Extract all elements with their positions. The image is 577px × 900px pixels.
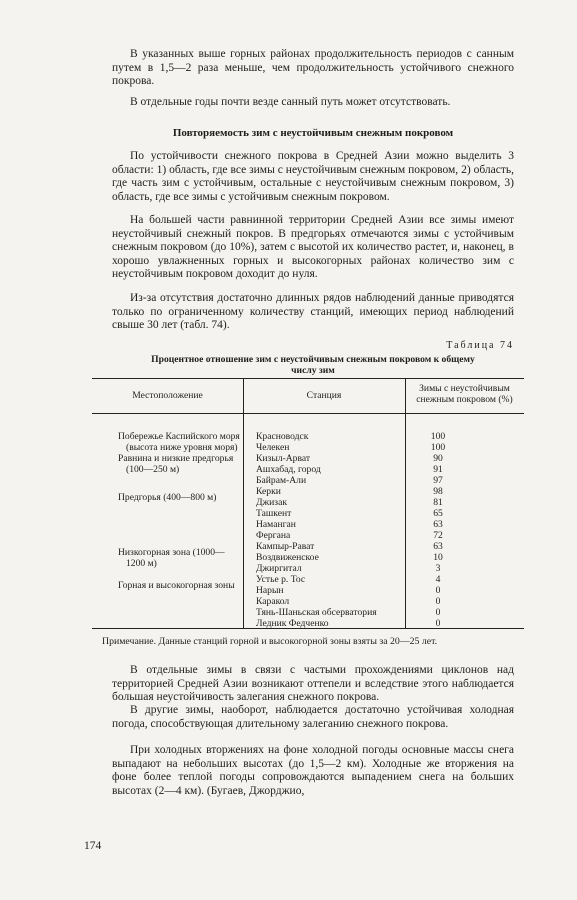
header-winters-line-2: снежным покровом (%)	[416, 394, 513, 405]
table-note: Примечание. Данные станций горной и высокогорной зоны взяты за 20—25 лет.	[102, 636, 438, 647]
paragraph-3: По устойчивости снежного покрова в Средней Азии можно выделить 3 области: 1) область, где все зимы с неустойчивым снежным покровом, 2) область, где часть зим с устойчивым, остальные с неустойчивым снежным покровом, 3) область, где все зимы с устойчивым снежным покровом.	[112, 150, 514, 203]
value-cell: 90	[433, 453, 443, 464]
station-cell: Нарын	[256, 585, 284, 596]
location-cell: (высота ниже уровня моря)	[126, 442, 238, 453]
value-cell: 0	[435, 585, 441, 596]
value-cell: 98	[433, 486, 443, 497]
value-cell: 3	[435, 563, 441, 574]
paragraph-8: При холодных вторжениях на фоне холодной погоды основные массы снега выпадают на небольших высотах (до 1,5—2 км). Холодные же вторжения на фоне более теплой погоды сопровождаются выпадением снега на больших высотах (2—4 км). (Бугаев, Джорджио,	[112, 744, 514, 797]
table-column-divider-2	[405, 378, 406, 628]
value-cell: 0	[435, 607, 441, 618]
station-cell: Фергана	[256, 530, 291, 541]
value-cell: 100	[430, 442, 446, 453]
value-cell: 65	[433, 508, 443, 519]
paragraph-2: В отдельные годы почти везде санный путь может отсутствовать.	[130, 96, 451, 108]
table-header-rule	[92, 413, 524, 414]
station-cell: Каракол	[256, 596, 290, 607]
station-cell: Ашхабад, город	[256, 464, 321, 475]
station-cell: Ледник Федченко	[256, 618, 329, 629]
table-caption	[112, 354, 514, 376]
paragraph-4: На большей части равнинной территории Средней Азии все зимы имеют неустойчивый снежный покров. В предгорьях отмечаются зимы с устойчивым снежным покровом (до 10%), затем с высотой их количество растет, и, наконец, в хорошо увлажненных горных и высокогорных районах количество зим с неустойчивым покровом доходит до нуля.	[112, 214, 514, 281]
paragraph-6: В отдельные зимы в связи с частыми прохождениями циклонов над территорией Средней Азии возникают оттепели и вследствие этого наблюдается большая неустойчивость залегания снежного покрова.	[112, 664, 514, 704]
station-cell: Устье р. Тос	[256, 574, 306, 585]
station-cell: Джиргитал	[256, 563, 302, 574]
station-cell: Воздвиженское	[256, 552, 319, 563]
table-label: Таблица 74	[446, 340, 514, 351]
value-cell: 63	[433, 541, 443, 552]
value-cell: 81	[433, 497, 443, 508]
table-caption-line-2: числу зим	[291, 365, 335, 376]
station-cell: Наманган	[256, 519, 296, 530]
location-cell: Побережье Каспийского моря	[118, 431, 240, 442]
station-cell: Челекен	[256, 442, 290, 453]
header-location: Местоположение	[132, 390, 203, 401]
value-cell: 100	[430, 431, 446, 442]
value-cell: 0	[435, 618, 441, 629]
value-cell: 72	[433, 530, 443, 541]
paragraph-1: В указанных выше горных районах продолжительность периодов с санным путем в 1,5—2 раза меньше, чем продолжительность устойчивого снежного покрова.	[112, 48, 514, 88]
station-cell: Красноводск	[256, 431, 309, 442]
paragraph-5: Из-за отсутствия достаточно длинных рядов наблюдений данные приводятся только по ограниченному количеству станций, имеющих период наблюдений свыше 30 лет (табл. 74).	[112, 292, 514, 332]
table-top-rule	[92, 378, 524, 379]
station-cell: Джизак	[256, 497, 288, 508]
value-cell: 63	[433, 519, 443, 530]
station-cell: Ташкент	[256, 508, 292, 519]
location-cell: Горная и высокогорная зоны	[118, 580, 235, 591]
value-cell: 10	[433, 552, 443, 563]
location-cell: 1200 м)	[126, 558, 157, 569]
location-cell: Предгорья (400—800 м)	[118, 492, 217, 503]
station-cell: Кизыл-Арват	[256, 453, 311, 464]
location-cell: Низкогорная зона (1000—	[118, 547, 225, 558]
location-cell: (100—250 м)	[126, 464, 180, 475]
table-column-divider-1	[243, 378, 244, 628]
header-station: Станция	[306, 390, 342, 401]
value-cell: 97	[433, 475, 443, 486]
station-cell: Керки	[256, 486, 281, 497]
section-title: Повторяемость зим с неустойчивым снежным покровом	[172, 127, 454, 139]
header-winters-line-1: Зимы с неустойчивым	[419, 383, 510, 394]
paragraph-7: В другие зимы, наоборот, наблюдается достаточно устойчивая холодная погода, способствующая длительному залеганию снежного покрова.	[112, 704, 514, 730]
value-cell: 0	[435, 596, 441, 607]
location-cell: Равнина и низкие предгорья	[118, 453, 234, 464]
station-cell: Байрам-Али	[256, 475, 307, 486]
value-cell: 4	[435, 574, 441, 585]
page-number: 174	[84, 840, 102, 852]
station-cell: Тянь-Шаньская обсерватория	[256, 607, 377, 618]
table-caption-line-1: Процентное отношение зим с неустойчивым снежным покровом к общему	[151, 354, 475, 365]
value-cell: 91	[433, 464, 443, 475]
station-cell: Кампыр-Рават	[256, 541, 315, 552]
header-winters	[405, 383, 524, 405]
